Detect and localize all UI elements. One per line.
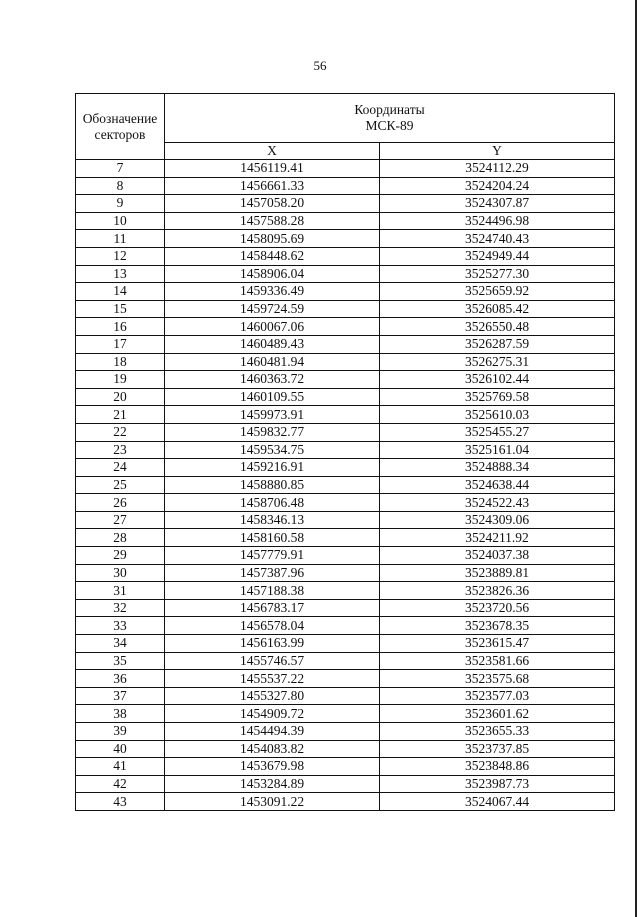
y-coordinate-cell: 3523720.56 xyxy=(380,599,615,617)
table-row xyxy=(76,388,615,406)
table-row xyxy=(76,406,615,424)
x-coordinate-cell: 1458160.58 xyxy=(165,529,380,547)
table-row xyxy=(76,758,615,776)
sector-cell: 8 xyxy=(76,177,165,195)
sector-cell: 42 xyxy=(76,775,165,793)
sector-cell: 34 xyxy=(76,635,165,653)
y-coordinate-cell: 3525455.27 xyxy=(380,423,615,441)
x-coordinate-cell: 1453091.22 xyxy=(165,793,380,811)
y-coordinate-cell: 3524307.87 xyxy=(380,195,615,213)
x-coordinate-cell: 1456163.99 xyxy=(165,635,380,653)
x-coordinate-cell: 1459336.49 xyxy=(165,283,380,301)
y-coordinate-cell: 3523826.36 xyxy=(380,582,615,600)
sector-cell: 37 xyxy=(76,687,165,705)
sector-cell: 18 xyxy=(76,353,165,371)
table-row xyxy=(76,353,615,371)
sector-cell: 41 xyxy=(76,758,165,776)
sector-cell: 38 xyxy=(76,705,165,723)
y-coordinate-cell: 3526085.42 xyxy=(380,300,615,318)
y-coordinate-cell: 3524211.92 xyxy=(380,529,615,547)
x-coordinate-cell: 1456661.33 xyxy=(165,177,380,195)
y-coordinate-cell: 3524112.29 xyxy=(380,160,615,178)
x-coordinate-cell: 1458880.85 xyxy=(165,476,380,494)
table-row xyxy=(76,247,615,265)
x-coordinate-cell: 1459973.91 xyxy=(165,406,380,424)
x-coordinate-cell: 1457058.20 xyxy=(165,195,380,213)
x-coordinate-cell: 1455537.22 xyxy=(165,670,380,688)
table-row xyxy=(76,494,615,512)
y-coordinate-cell: 3523581.66 xyxy=(380,652,615,670)
table-row xyxy=(76,599,615,617)
x-coordinate-cell: 1460067.06 xyxy=(165,318,380,336)
table-row xyxy=(76,230,615,248)
x-coordinate-cell: 1455327.80 xyxy=(165,687,380,705)
sector-cell: 33 xyxy=(76,617,165,635)
table-row xyxy=(76,635,615,653)
sector-cell: 19 xyxy=(76,371,165,389)
y-coordinate-cell: 3525769.58 xyxy=(380,388,615,406)
x-coordinate-cell: 1459832.77 xyxy=(165,423,380,441)
coordinates-group-header xyxy=(165,94,615,143)
table-row xyxy=(76,723,615,741)
x-coordinate-cell: 1458448.62 xyxy=(165,247,380,265)
y-coordinate-cell: 3525277.30 xyxy=(380,265,615,283)
sector-cell: 7 xyxy=(76,160,165,178)
y-coordinate-cell: 3523678.35 xyxy=(380,617,615,635)
sector-cell: 30 xyxy=(76,564,165,582)
y-coordinate-cell: 3523987.73 xyxy=(380,775,615,793)
y-coordinate-cell: 3523655.33 xyxy=(380,723,615,741)
table-row xyxy=(76,160,615,178)
y-coordinate-cell: 3525161.04 xyxy=(380,441,615,459)
sector-cell: 32 xyxy=(76,599,165,617)
sector-cell: 29 xyxy=(76,547,165,565)
x-coordinate-cell: 1459724.59 xyxy=(165,300,380,318)
x-coordinate-cell: 1460489.43 xyxy=(165,335,380,353)
sector-cell: 24 xyxy=(76,459,165,477)
table-row xyxy=(76,705,615,723)
y-coordinate-cell: 3523577.03 xyxy=(380,687,615,705)
y-coordinate-cell: 3526275.31 xyxy=(380,353,615,371)
y-coordinate-cell: 3523889.81 xyxy=(380,564,615,582)
page-edge-line xyxy=(635,0,637,917)
y-coordinate-cell: 3523848.86 xyxy=(380,758,615,776)
table-row xyxy=(76,740,615,758)
sector-cell: 14 xyxy=(76,283,165,301)
x-coordinate-cell: 1460481.94 xyxy=(165,353,380,371)
table-row xyxy=(76,476,615,494)
sector-cell: 9 xyxy=(76,195,165,213)
page-number: 56 xyxy=(313,58,327,73)
x-column-header: X xyxy=(165,143,380,160)
table-row xyxy=(76,423,615,441)
sector-cell: 22 xyxy=(76,423,165,441)
table-row xyxy=(76,265,615,283)
y-coordinate-cell: 3525659.92 xyxy=(380,283,615,301)
table-row xyxy=(76,547,615,565)
y-coordinate-cell: 3526550.48 xyxy=(380,318,615,336)
y-coordinate-cell: 3525610.03 xyxy=(380,406,615,424)
sector-cell: 31 xyxy=(76,582,165,600)
x-coordinate-cell: 1456119.41 xyxy=(165,160,380,178)
x-coordinate-cell: 1459216.91 xyxy=(165,459,380,477)
y-coordinate-cell: 3524949.44 xyxy=(380,247,615,265)
x-coordinate-cell: 1457387.96 xyxy=(165,564,380,582)
x-coordinate-cell: 1458346.13 xyxy=(165,511,380,529)
coordinates-table-body xyxy=(76,160,615,811)
x-coordinate-cell: 1458906.04 xyxy=(165,265,380,283)
table-row xyxy=(76,582,615,600)
x-coordinate-cell: 1460109.55 xyxy=(165,388,380,406)
sector-cell: 35 xyxy=(76,652,165,670)
table-row xyxy=(76,441,615,459)
x-coordinate-cell: 1453284.89 xyxy=(165,775,380,793)
coordinates-header-line2: МСК-89 xyxy=(365,118,414,133)
coordinates-table xyxy=(75,93,615,811)
y-coordinate-cell: 3524496.98 xyxy=(380,212,615,230)
sector-cell: 39 xyxy=(76,723,165,741)
y-coordinate-cell: 3524309.06 xyxy=(380,511,615,529)
sector-cell: 40 xyxy=(76,740,165,758)
sector-cell: 26 xyxy=(76,494,165,512)
x-coordinate-cell: 1454083.82 xyxy=(165,740,380,758)
sector-column-header xyxy=(76,94,165,160)
coordinates-header-line1: Координаты xyxy=(354,102,425,117)
y-coordinate-cell: 3523737.85 xyxy=(380,740,615,758)
table-row xyxy=(76,212,615,230)
y-coordinate-cell: 3524037.38 xyxy=(380,547,615,565)
table-row xyxy=(76,195,615,213)
y-column-header: Y xyxy=(380,143,615,160)
sector-header-line2: секторов xyxy=(94,126,146,142)
y-coordinate-cell: 3524204.24 xyxy=(380,177,615,195)
table-row xyxy=(76,511,615,529)
x-coordinate-cell: 1457779.91 xyxy=(165,547,380,565)
sector-cell: 21 xyxy=(76,406,165,424)
sector-cell: 11 xyxy=(76,230,165,248)
sector-cell: 17 xyxy=(76,335,165,353)
table-row xyxy=(76,775,615,793)
sector-cell: 28 xyxy=(76,529,165,547)
x-coordinate-cell: 1459534.75 xyxy=(165,441,380,459)
sector-cell: 13 xyxy=(76,265,165,283)
table-row xyxy=(76,177,615,195)
sector-cell: 20 xyxy=(76,388,165,406)
x-coordinate-cell: 1457588.28 xyxy=(165,212,380,230)
y-coordinate-cell: 3523601.62 xyxy=(380,705,615,723)
sector-cell: 12 xyxy=(76,247,165,265)
x-coordinate-cell: 1455746.57 xyxy=(165,652,380,670)
sector-cell: 15 xyxy=(76,300,165,318)
y-coordinate-cell: 3526102.44 xyxy=(380,371,615,389)
y-coordinate-cell: 3524638.44 xyxy=(380,476,615,494)
table-row xyxy=(76,529,615,547)
table-row xyxy=(76,318,615,336)
y-coordinate-cell: 3526287.59 xyxy=(380,335,615,353)
x-coordinate-cell: 1458706.48 xyxy=(165,494,380,512)
sector-cell: 27 xyxy=(76,511,165,529)
y-coordinate-cell: 3523615.47 xyxy=(380,635,615,653)
sector-header-line1: Обозначение xyxy=(82,110,158,126)
table-row xyxy=(76,652,615,670)
sector-cell: 36 xyxy=(76,670,165,688)
table-row xyxy=(76,564,615,582)
table-row xyxy=(76,283,615,301)
table-row xyxy=(76,670,615,688)
table-row xyxy=(76,793,615,811)
x-coordinate-cell: 1456783.17 xyxy=(165,599,380,617)
y-coordinate-cell: 3524067.44 xyxy=(380,793,615,811)
x-coordinate-cell: 1460363.72 xyxy=(165,371,380,389)
sector-cell: 10 xyxy=(76,212,165,230)
x-coordinate-cell: 1453679.98 xyxy=(165,758,380,776)
sector-cell: 23 xyxy=(76,441,165,459)
sector-cell: 25 xyxy=(76,476,165,494)
x-coordinate-cell: 1457188.38 xyxy=(165,582,380,600)
table-row xyxy=(76,687,615,705)
sector-cell: 43 xyxy=(76,793,165,811)
x-coordinate-cell: 1454494.39 xyxy=(165,723,380,741)
x-coordinate-cell: 1454909.72 xyxy=(165,705,380,723)
sector-cell: 16 xyxy=(76,318,165,336)
table-row xyxy=(76,371,615,389)
table-row xyxy=(76,300,615,318)
y-coordinate-cell: 3523575.68 xyxy=(380,670,615,688)
y-coordinate-cell: 3524522.43 xyxy=(380,494,615,512)
table-row xyxy=(76,335,615,353)
x-coordinate-cell: 1456578.04 xyxy=(165,617,380,635)
table-row xyxy=(76,459,615,477)
y-coordinate-cell: 3524888.34 xyxy=(380,459,615,477)
table-row xyxy=(76,617,615,635)
x-coordinate-cell: 1458095.69 xyxy=(165,230,380,248)
y-coordinate-cell: 3524740.43 xyxy=(380,230,615,248)
